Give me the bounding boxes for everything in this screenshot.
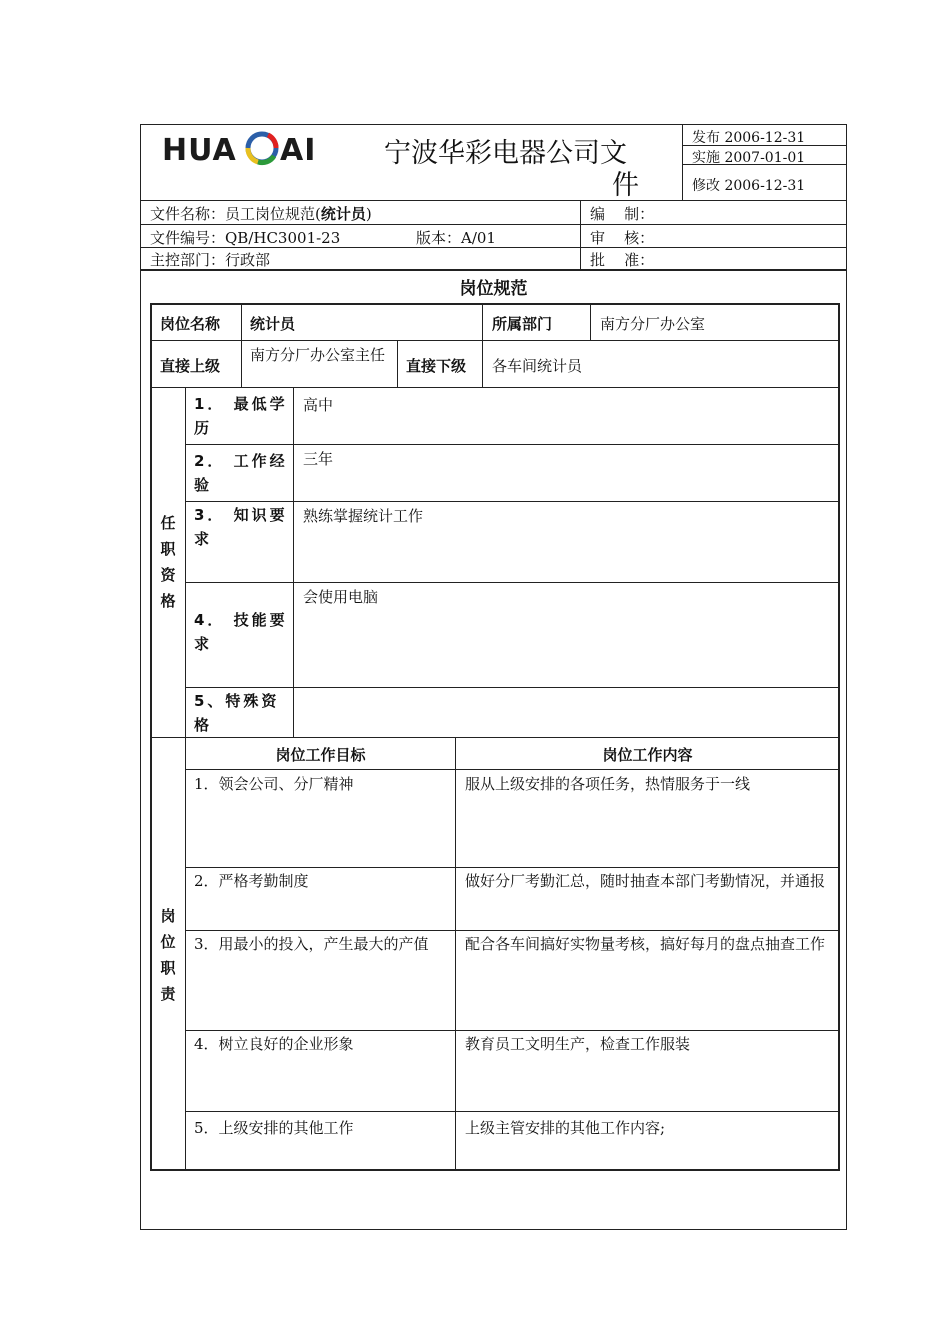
spec-title: 岗位规范	[459, 279, 528, 299]
qual-label-education: 1． 最低学历	[194, 395, 288, 437]
qual-char-4: 格	[160, 592, 176, 610]
duty-content-4: 教育员工文明生产，检查工作服装	[465, 1035, 691, 1053]
qual-value-experience: 三年	[303, 450, 334, 468]
file-name-close: )	[365, 205, 372, 223]
duty-content-1: 服从上级安排的各项任务，热情服务于一线	[465, 775, 751, 793]
qual-char-1: 任	[160, 514, 176, 532]
edited-by-label: 编 制：	[590, 205, 655, 223]
qual-char-3: 资	[160, 566, 176, 584]
content-header: 岗位工作内容	[602, 746, 693, 764]
qual-char-2: 职	[160, 540, 176, 558]
svg-text:HUA: HUA	[162, 133, 237, 168]
position-name-label: 岗位名称	[160, 315, 221, 333]
qual-label-special: 5、特殊资格	[194, 692, 280, 734]
qualifications-section-label	[159, 510, 177, 614]
goal-header: 岗位工作目标	[275, 746, 366, 764]
duties-section-label	[159, 903, 177, 1007]
qual-value-skills: 会使用电脑	[303, 588, 379, 606]
duty-char-2: 位	[160, 933, 176, 951]
duty-char-3: 职	[160, 959, 176, 977]
duty-char-4: 责	[160, 985, 176, 1003]
company-logo	[160, 130, 345, 168]
file-number: 文件编号：QB/HC3001-23	[150, 229, 341, 247]
duty-goal-1: 1．领会公司、分厂精神	[194, 775, 354, 793]
superior-value: 南方分厂办公室主任	[250, 346, 386, 364]
svg-text:AI: AI	[280, 133, 317, 168]
version: 版本：A/01	[416, 229, 496, 247]
duty-char-1: 岗	[160, 907, 176, 925]
duty-content-2: 做好分厂考勤汇总，随时抽查本部门考勤情况，并通报	[465, 872, 826, 890]
company-title-line1: 宁波华彩电器公司文	[384, 138, 627, 169]
file-name	[150, 203, 372, 224]
reviewed-by-label: 审 核：	[590, 229, 655, 247]
approved-by-label: 批 准：	[590, 251, 655, 269]
duty-content-5: 上级主管安排的其他工作内容;	[465, 1119, 666, 1137]
issue-date: 发布 2006-12-31	[692, 130, 806, 146]
superior-label: 直接上级	[160, 357, 221, 375]
qual-value-knowledge: 熟练掌握统计工作	[303, 507, 424, 525]
qual-label-skills: 4． 技能要求	[194, 611, 288, 653]
position-name: 统计员	[250, 315, 296, 333]
qual-value-education: 高中	[303, 396, 334, 414]
subordinate-label: 直接下级	[406, 357, 467, 375]
company-title	[384, 138, 674, 202]
duty-goal-2: 2．严格考勤制度	[194, 872, 309, 890]
huacai-logo-icon	[160, 130, 345, 168]
subordinate-value: 各车间统计员	[492, 357, 583, 375]
duty-goal-5: 5．上级安排的其他工作	[194, 1119, 354, 1137]
duty-goal-4: 4．树立良好的企业形象	[194, 1035, 354, 1053]
file-name-label: 文件名称：员工岗位规范(	[150, 205, 321, 223]
effective-date: 实施 2007-01-01	[692, 150, 806, 166]
company-title-line2: 件	[612, 170, 639, 201]
revised-date: 修改 2006-12-31	[692, 178, 806, 194]
duty-content-3: 配合各车间搞好实物量考核，搞好每月的盘点抽查工作	[465, 935, 826, 953]
qual-label-experience: 2． 工作经验	[194, 452, 288, 494]
duty-goal-3: 3．用最小的投入，产生最大的产值	[194, 935, 429, 953]
department-label: 所属部门	[492, 315, 553, 333]
department-value: 南方分厂办公室	[600, 315, 706, 333]
controlling-dept: 主控部门：行政部	[150, 251, 271, 269]
file-name-title: 统计员	[320, 205, 366, 223]
qual-label-knowledge: 3． 知识要求	[194, 506, 288, 548]
